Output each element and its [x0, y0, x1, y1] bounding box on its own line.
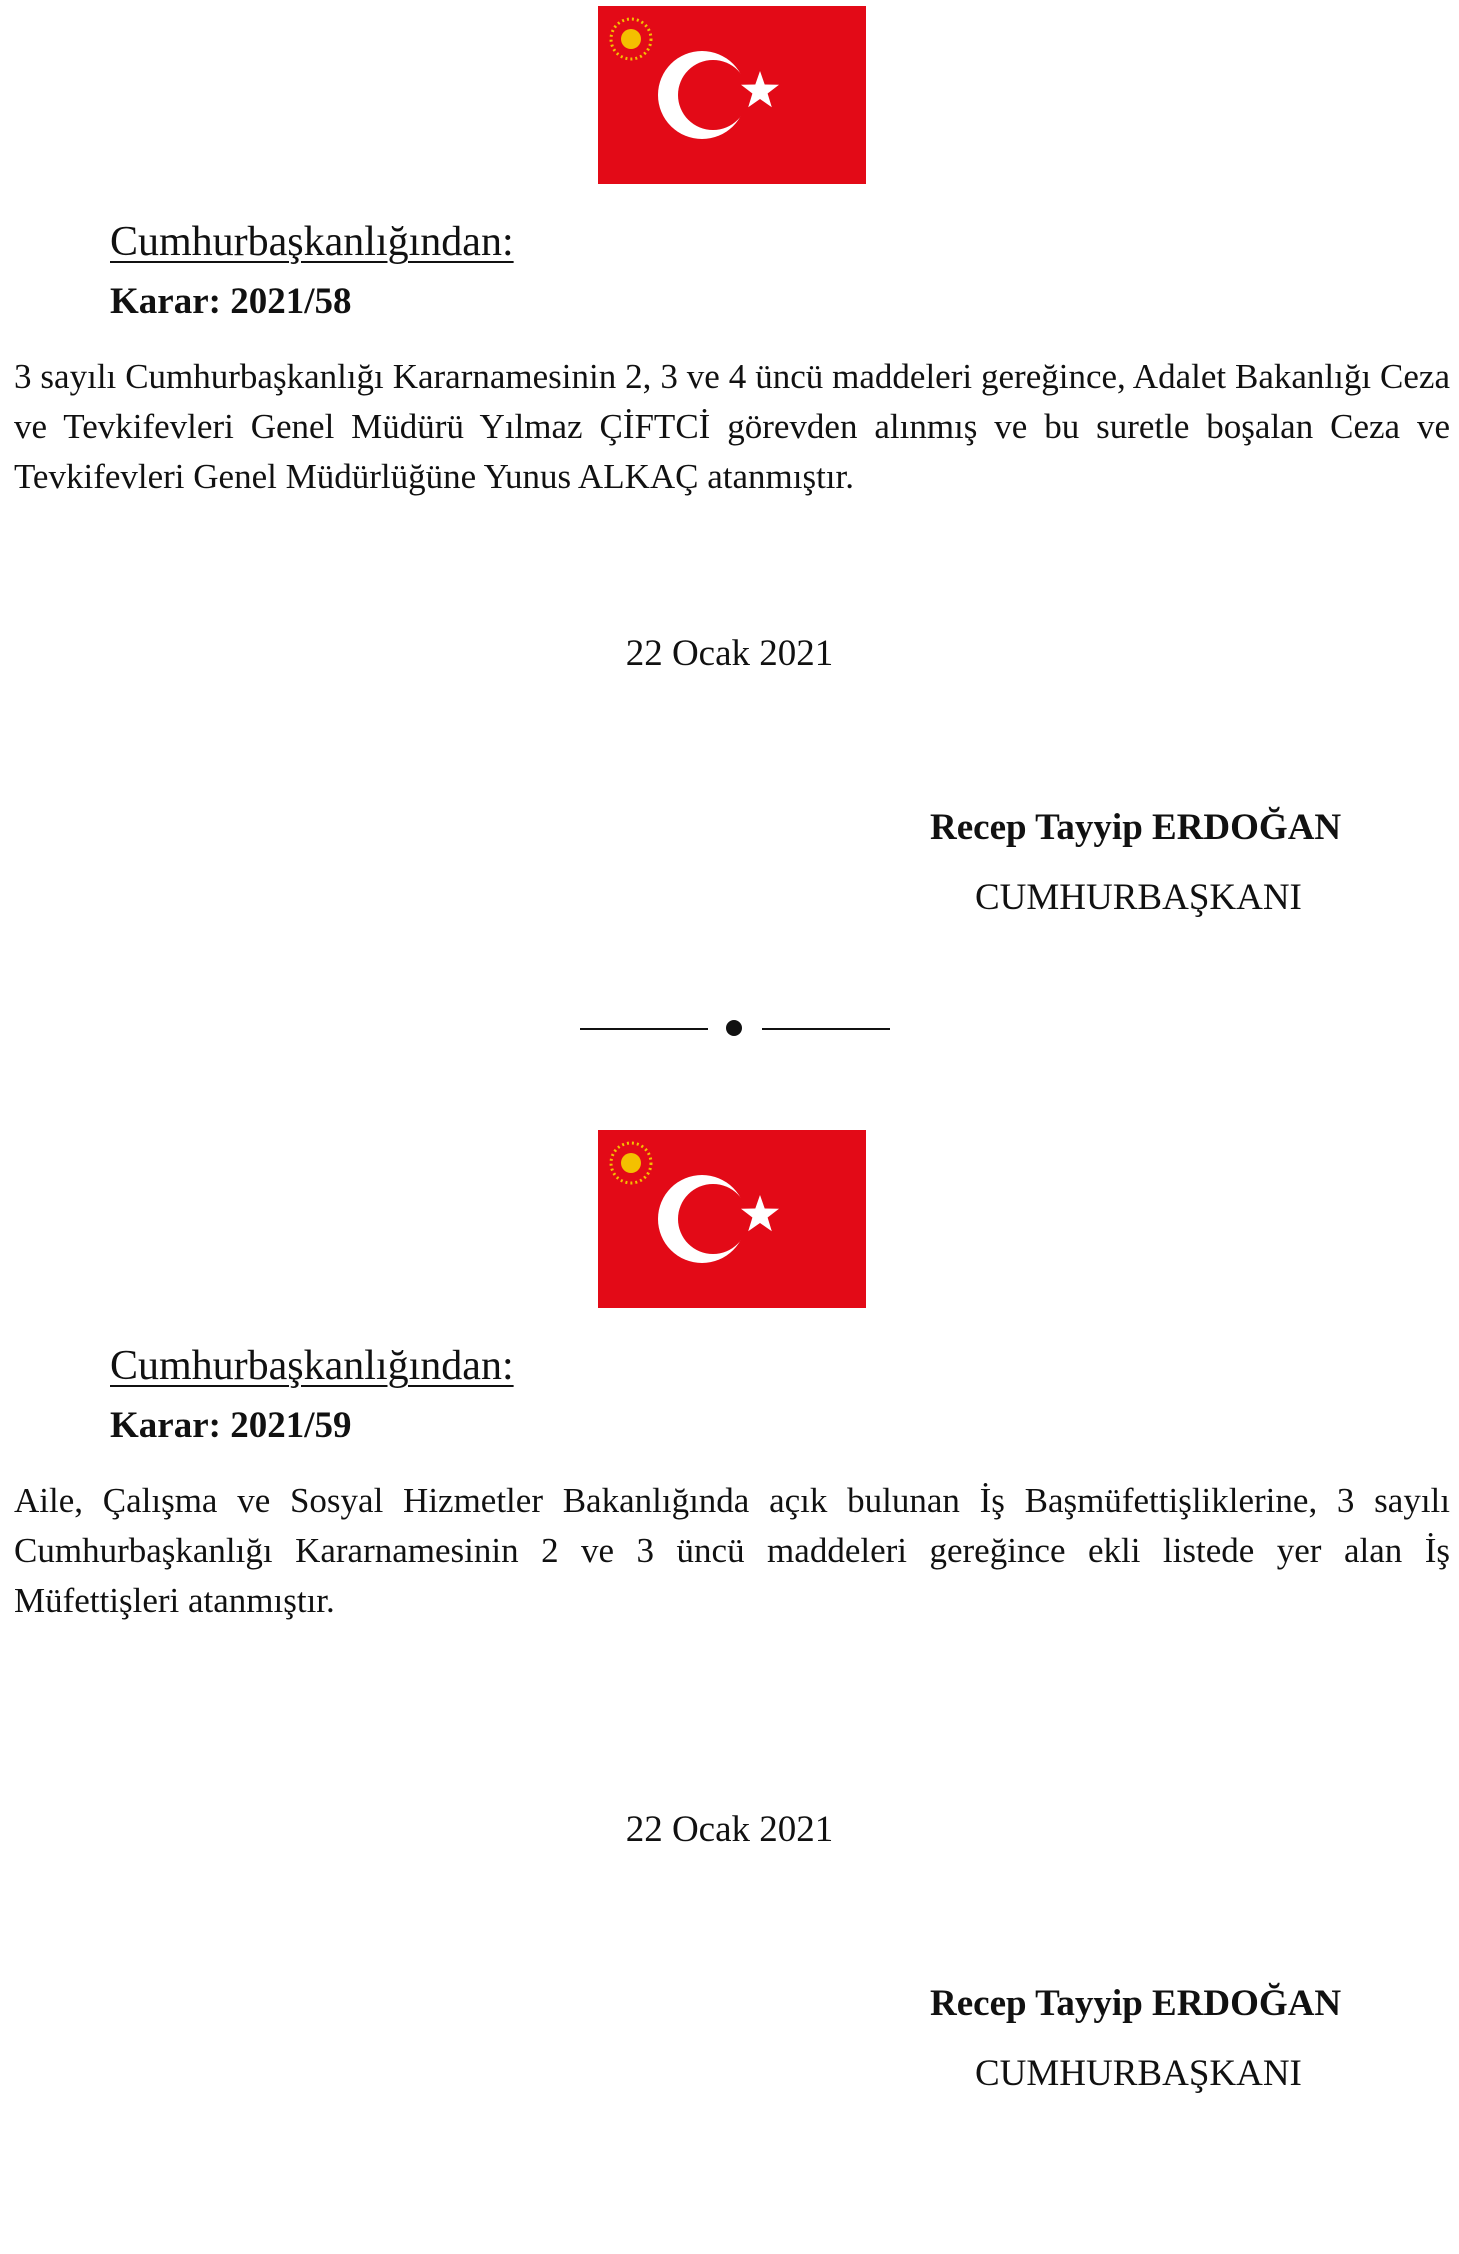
section-separator — [580, 1016, 890, 1040]
signer-title: CUMHURBAŞKANI — [975, 877, 1302, 918]
signer-title: CUMHURBAŞKANI — [975, 2053, 1302, 2094]
decision-date: 22 Ocak 2021 — [625, 1809, 834, 1850]
separator-line-left — [580, 1028, 708, 1030]
turkish-flag-icon — [598, 6, 866, 184]
authority-heading: Cumhurbaşkanlığından: — [110, 1343, 514, 1389]
separator-line-right — [762, 1028, 890, 1030]
signer-name: Recep Tayyip ERDOĞAN — [930, 807, 1342, 848]
decision-number: Karar: 2021/59 — [110, 1405, 352, 1446]
separator-dot — [726, 1020, 742, 1036]
decision-body: 3 sayılı Cumhurbaşkanlığı Kararnamesinin 2, 3 ve 4 üncü maddeleri gereğince, Adalet Bakanlığı Ceza ve Tevkifevleri Genel Müdürü Yılmaz ÇİFTCİ görevden alınmış ve bu suretle boşalan Ceza ve Tevkifevleri Genel Müdürlüğüne Yunus ALKAÇ atanmıştır. — [14, 357, 1450, 496]
decision-date: 22 Ocak 2021 — [625, 633, 834, 674]
decision-block-59 — [0, 1124, 1459, 2254]
decision-body: Aile, Çalışma ve Sosyal Hizmetler Bakanlığında açık bulunan İş Başmüfettişliklerine, 3 sayılı Cumhurbaşkanlığı Kararnamesinin 2 ve 3 üncü maddeleri gereğince ekli listede yer alan İş Müfettişleri atanmıştır. — [14, 1481, 1450, 1620]
signer-name: Recep Tayyip ERDOĞAN — [930, 1983, 1342, 2024]
crescent-inner — [678, 1184, 748, 1254]
authority-heading: Cumhurbaşkanlığından: — [110, 219, 514, 265]
crescent-inner — [678, 60, 748, 130]
turkish-flag-icon — [598, 1130, 866, 1308]
decision-number: Karar: 2021/58 — [110, 281, 352, 322]
